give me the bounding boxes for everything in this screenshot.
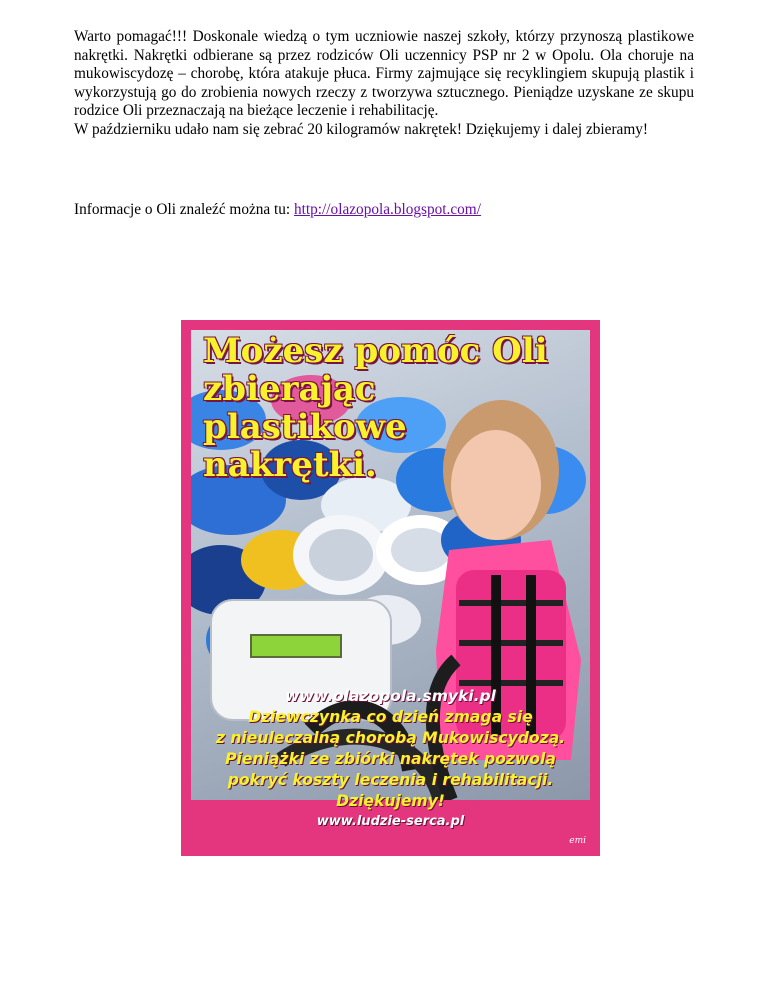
poster-caption-line-4: pokryć koszty leczenia i rehabilitacji. <box>227 771 554 789</box>
poster-caption-line-3: Pieniążki ze zbiórki nakrętek pozwolą <box>225 750 556 768</box>
article-text <box>74 28 694 140</box>
poster-url-bottom: www.ludzie-serca.pl <box>316 814 465 829</box>
info-link[interactable]: http://olazopola.blogspot.com/ <box>294 201 481 218</box>
poster-caption-line-5: Dziękujemy! <box>336 792 445 810</box>
article-paragraph-1: Warto pomagać!!! Doskonale wiedzą o tym uczniowie naszej szkoły, którzy przynoszą plastikowe nakrętki. Nakrętki odbierane są przez rodziców Oli uczennicy PSP nr 2 w Opolu. Ola choruje na mukowiscydozę – chorobę, która atakuje płuca. Firmy zajmujące się recyklingiem skupują plastik i wykorzystują go do zrobienia nowych rzeczy z tworzywa sztucznego. Pieniądze uzyskane ze skupu rodzice Oli przeznaczają na bieżące leczenie i rehabilitację. <box>74 28 694 120</box>
poster-image <box>181 320 600 856</box>
info-prefix: Informacje o Oli znaleźć można tu: <box>74 201 295 218</box>
poster-title <box>203 332 583 484</box>
article-paragraph-2: W październiku udało nam się zebrać 20 kilogramów nakrętek! Dziękujemy i dalej zbieramy! <box>74 120 648 138</box>
poster-title-line-3: nakrętki. <box>203 445 377 485</box>
poster-caption-line-2: z nieuleczalną chorobą Mukowiscydozą. <box>215 729 566 747</box>
info-line <box>74 201 694 220</box>
poster-signature: emi <box>569 836 586 846</box>
poster-title-line-1: Możesz pomóc Oli <box>203 331 548 371</box>
poster-caption-line-1: Dziewczynka co dzień zmaga się <box>248 708 533 726</box>
poster-title-line-2: zbierając plastikowe <box>203 369 407 447</box>
poster-caption <box>181 685 600 832</box>
poster-url-top: www.olazopola.smyki.pl <box>285 687 496 705</box>
